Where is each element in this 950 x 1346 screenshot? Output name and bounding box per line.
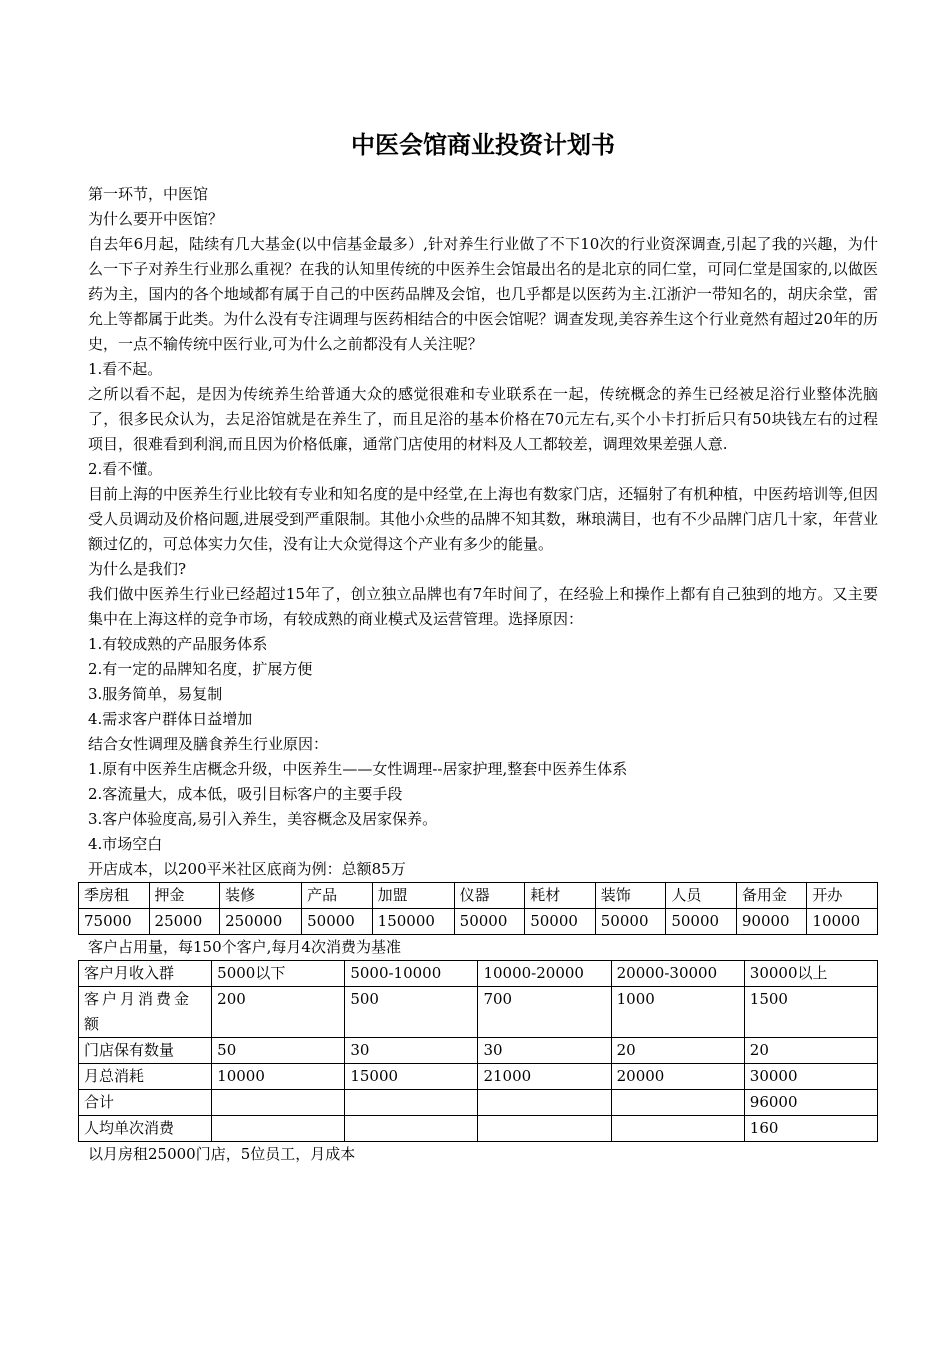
paragraph: 我们做中医养生行业已经超过15年了，创立独立品牌也有7年时间了，在经验上和操作上都有自己独到的地方。又主要集中在上海这样的竞争市场，有较成熟的商业模式及运营管理。选择原因：	[88, 585, 878, 628]
table-cell: 20000-30000	[611, 961, 744, 987]
paragraph: 4.市场空白	[88, 835, 163, 853]
paragraph: 1.原有中医养生店概念升级，中医养生——女性调理--居家护理,整套中医养生体系	[88, 760, 628, 778]
table-cell	[212, 1090, 345, 1116]
table-cell: 90000	[736, 909, 807, 935]
paragraph: 1.看不起。	[88, 360, 163, 378]
table-cell: 5000-10000	[345, 961, 478, 987]
table-cell: 1500	[744, 987, 877, 1038]
table-cell: 10000	[807, 909, 878, 935]
paragraph: 3.服务简单，易复制	[88, 685, 223, 703]
paragraph: 之所以看不起，是因为传统养生给普通大众的感觉很难和专业联系在一起，传统概念的养生已经被足浴行业整体洗脑了，很多民众认为，去足浴馆就是在养生了，而且足浴的基本价格在70元左右,买个小卡打折后只有50块钱左右的过程项目，很难看到利润,而且因为价格低廉，通常门店使用的材料及人工都较差，调理效果差强人意.	[88, 385, 878, 453]
table-cell: 250000	[220, 909, 302, 935]
table-row	[79, 1116, 878, 1142]
table-cell: 21000	[478, 1064, 611, 1090]
table-cell: 50	[212, 1038, 345, 1064]
paragraph: 第一环节，中医馆	[88, 185, 209, 203]
table-cell: 96000	[744, 1090, 877, 1116]
table-row	[79, 1064, 878, 1090]
table-cell	[478, 1090, 611, 1116]
table-cell	[611, 1090, 744, 1116]
table-cell: 30000以上	[744, 961, 877, 987]
table-cell	[611, 1116, 744, 1142]
paragraph: 以月房租25000门店，5位员工，月成本	[88, 1145, 356, 1163]
table-header-cell: 备用金	[736, 883, 807, 909]
table-cell: 50000	[454, 909, 525, 935]
table-header-cell: 耗材	[525, 883, 596, 909]
paragraph: 1.有较成熟的产品服务体系	[88, 635, 268, 653]
paragraph: 开店成本，以200平米社区底商为例：总额85万	[88, 860, 406, 878]
table-cell	[345, 1116, 478, 1142]
table-cell: 客户月收入群	[79, 961, 212, 987]
paragraph: 为什么是我们?	[88, 560, 187, 578]
table-cell: 20000	[611, 1064, 744, 1090]
table-row	[79, 961, 878, 987]
table-row	[79, 1090, 878, 1116]
table-cell: 75000	[79, 909, 150, 935]
table-cell: 30000	[744, 1064, 877, 1090]
table-cell: 200	[212, 987, 345, 1038]
startup-cost-table	[78, 882, 878, 935]
table-cell: 50000	[595, 909, 666, 935]
table-header-cell: 押金	[149, 883, 220, 909]
table-cell: 30	[478, 1038, 611, 1064]
paragraph: 2.有一定的品牌知名度，扩展方便	[88, 660, 313, 678]
paragraph: 目前上海的中医养生行业比较有专业和知名度的是中经堂,在上海也有数家门店，还辐射了有机种植，中医药培训等,但因受人员调动及价格问题,进展受到严重限制。其他小众些的品牌不知其数，琳琅满目，也有不少品牌门店几十家，年营业额过亿的，可总体实力欠佳，没有让大众觉得这个产业有多少的能量。	[88, 485, 878, 553]
table-cell: 客户月消费金额	[79, 987, 212, 1038]
table-cell: 30	[345, 1038, 478, 1064]
table-header-cell: 产品	[302, 883, 373, 909]
table-row	[79, 883, 878, 909]
table-cell: 1000	[611, 987, 744, 1038]
table-header-cell: 装修	[220, 883, 302, 909]
table-header-cell: 加盟	[372, 883, 454, 909]
table-row	[79, 987, 878, 1038]
table-row	[79, 1038, 878, 1064]
table-cell: 50000	[302, 909, 373, 935]
paragraph: 2.看不懂。	[88, 460, 163, 478]
paragraph: 3.客户体验度高,易引入养生，美容概念及居家保养。	[88, 810, 438, 828]
table-cell: 700	[478, 987, 611, 1038]
table-cell: 50000	[525, 909, 596, 935]
table-cell: 10000-20000	[478, 961, 611, 987]
table-cell: 25000	[149, 909, 220, 935]
paragraph: 客户占用量，每150个客户,每月4次消费为基准	[88, 938, 401, 956]
table-header-cell: 人员	[666, 883, 737, 909]
paragraph: 结合女性调理及膳食养生行业原因：	[88, 735, 329, 753]
table-cell: 160	[744, 1116, 877, 1142]
table-cell	[345, 1090, 478, 1116]
customer-consumption-table	[78, 960, 878, 1142]
table-cell: 15000	[345, 1064, 478, 1090]
table-header-cell: 装饰	[595, 883, 666, 909]
paragraph: 为什么要开中医馆？	[88, 210, 224, 228]
table-header-cell: 仪器	[454, 883, 525, 909]
document-page	[84, 128, 878, 1167]
paragraph: 4.需求客户群体日益增加	[88, 710, 253, 728]
table-cell: 20	[611, 1038, 744, 1064]
table-cell: 人均单次消费	[79, 1116, 212, 1142]
table-cell: 月总消耗	[79, 1064, 212, 1090]
paragraph: 自去年6月起，陆续有几大基金(以中信基金最多）,针对养生行业做了不下10次的行业资深调查,引起了我的兴趣，为什么一下子对养生行业那么重视？在我的认知里传统的中医养生会馆最出名的是北京的同仁堂，可同仁堂是国家的,以做医药为主，国内的各个地域都有属于自己的中医药品牌及会馆，也几乎都是以医药为主.江浙沪一带知名的，胡庆余堂，雷允上等都属于此类。为什么没有专注调理与医药相结合的中医会馆呢？调查发现,美容养生这个行业竟然有超过20年的历史，一点不输传统中医行业,可为什么之前都没有人关注呢？	[88, 235, 878, 353]
table-cell	[478, 1116, 611, 1142]
table-cell: 门店保有数量	[79, 1038, 212, 1064]
table-cell: 5000以下	[212, 961, 345, 987]
table-cell: 500	[345, 987, 478, 1038]
table-cell: 合计	[79, 1090, 212, 1116]
paragraph: 2.客流量大，成本低，吸引目标客户的主要手段	[88, 785, 403, 803]
table-header-cell: 季房租	[79, 883, 150, 909]
table-cell: 150000	[372, 909, 454, 935]
table-header-cell: 开办	[807, 883, 878, 909]
body-text	[88, 182, 878, 882]
table-cell: 50000	[666, 909, 737, 935]
table-cell: 20	[744, 1038, 877, 1064]
table-cell	[212, 1116, 345, 1142]
table-row	[79, 909, 878, 935]
document-title: 中医会馆商业投资计划书	[351, 131, 615, 159]
table-cell: 10000	[212, 1064, 345, 1090]
